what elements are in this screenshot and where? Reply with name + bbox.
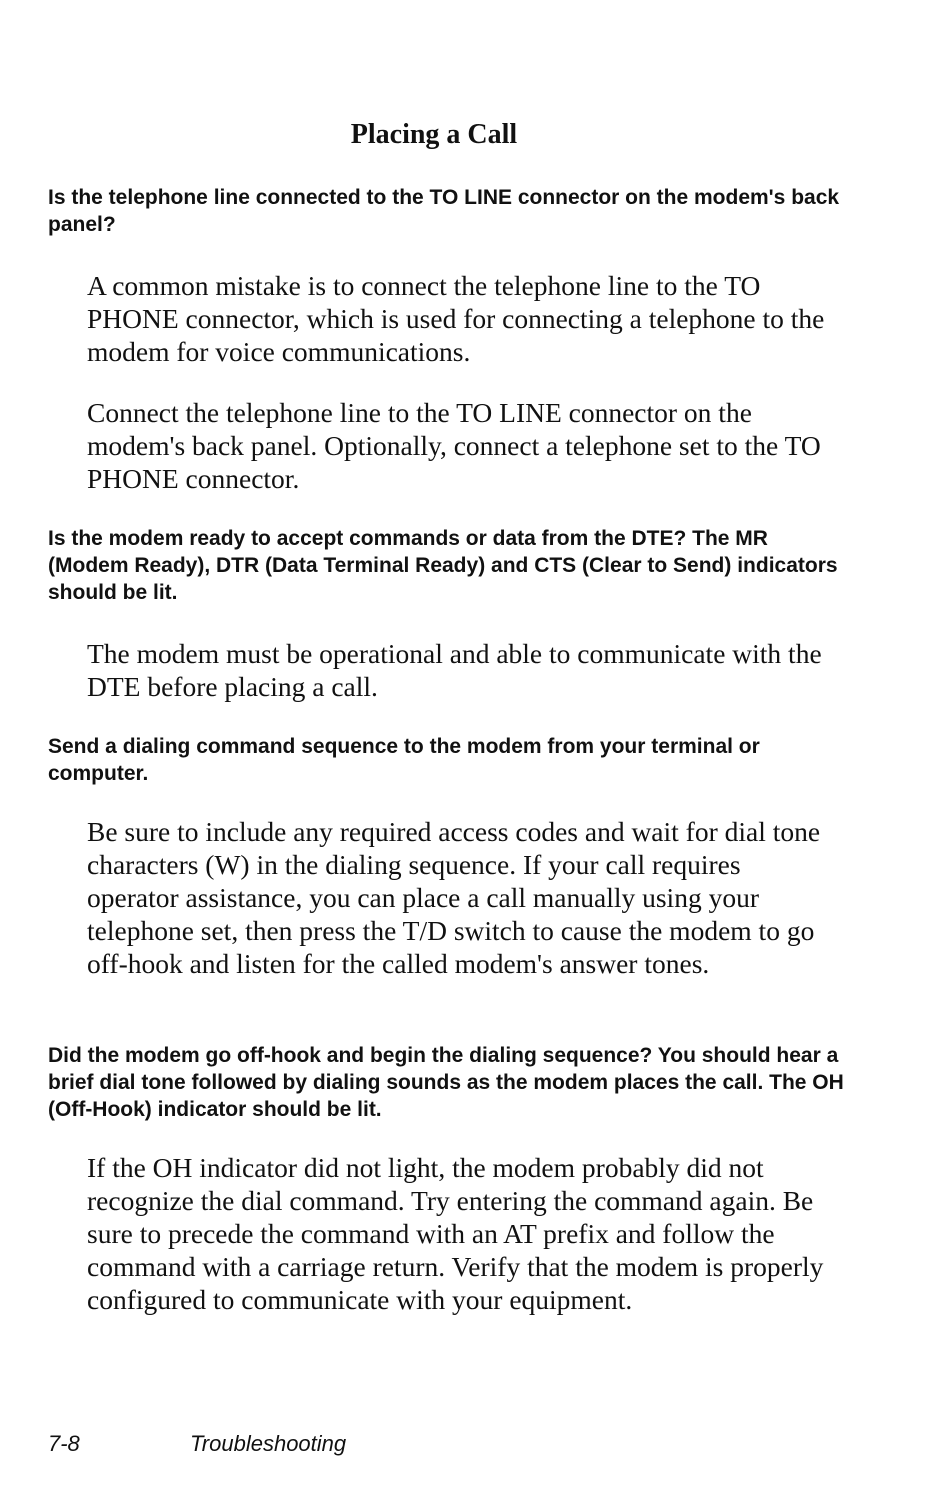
answer-paragraph: Connect the telephone line to the TO LINE connector on the modem's back panel. Optionally, connect a telephone set to the TO PHONE connector. — [87, 397, 821, 494]
question-heading: Send a dialing command sequence to the modem from your terminal or computer. — [48, 735, 760, 785]
page-number: 7-8 — [48, 1431, 80, 1456]
answer-paragraph: If the OH indicator did not light, the modem probably did not recognize the dial command. Try entering the command again. Be sure to precede the command with an AT prefix and follow the command with a carriage return. Verify that the modem is properly configured to communicate with your equipment. — [87, 1152, 824, 1315]
page-footer — [48, 1430, 346, 1458]
answer-paragraph: The modem must be operational and able to communicate with the DTE before placing a call. — [87, 638, 822, 702]
question-heading: Is the modem ready to accept commands or data from the DTE? The MR (Modem Ready), DTR (Data Terminal Ready) and CTS (Clear to Send) indicators should be lit. — [48, 527, 838, 604]
troubleshooting-item — [48, 1042, 848, 1316]
page-title: Placing a Call — [350, 119, 518, 150]
chapter-title: Troubleshooting — [190, 1431, 347, 1456]
answer-paragraph: Be sure to include any required access codes and wait for dial tone characters (W) in the dialing sequence. If your call requires operator assistance, you can place a call manually using your telephone set, then press the T/D switch to cause the modem to go off-hook and listen for the called modem's answer tones. — [87, 816, 821, 979]
troubleshooting-item — [48, 733, 848, 980]
troubleshooting-item — [48, 525, 848, 703]
answer-paragraph: A common mistake is to connect the telephone line to the TO PHONE connector, which is used for connecting a telephone to the modem for voice communications. — [87, 270, 825, 367]
troubleshooting-item — [48, 184, 848, 495]
question-heading: Did the modem go off-hook and begin the dialing sequence? You should hear a brief dial tone followed by dialing sounds as the modem places the call. The OH (Off-Hook) indicator should be lit. — [48, 1044, 844, 1121]
question-heading: Is the telephone line connected to the TO LINE connector on the modem's back panel? — [48, 186, 840, 236]
